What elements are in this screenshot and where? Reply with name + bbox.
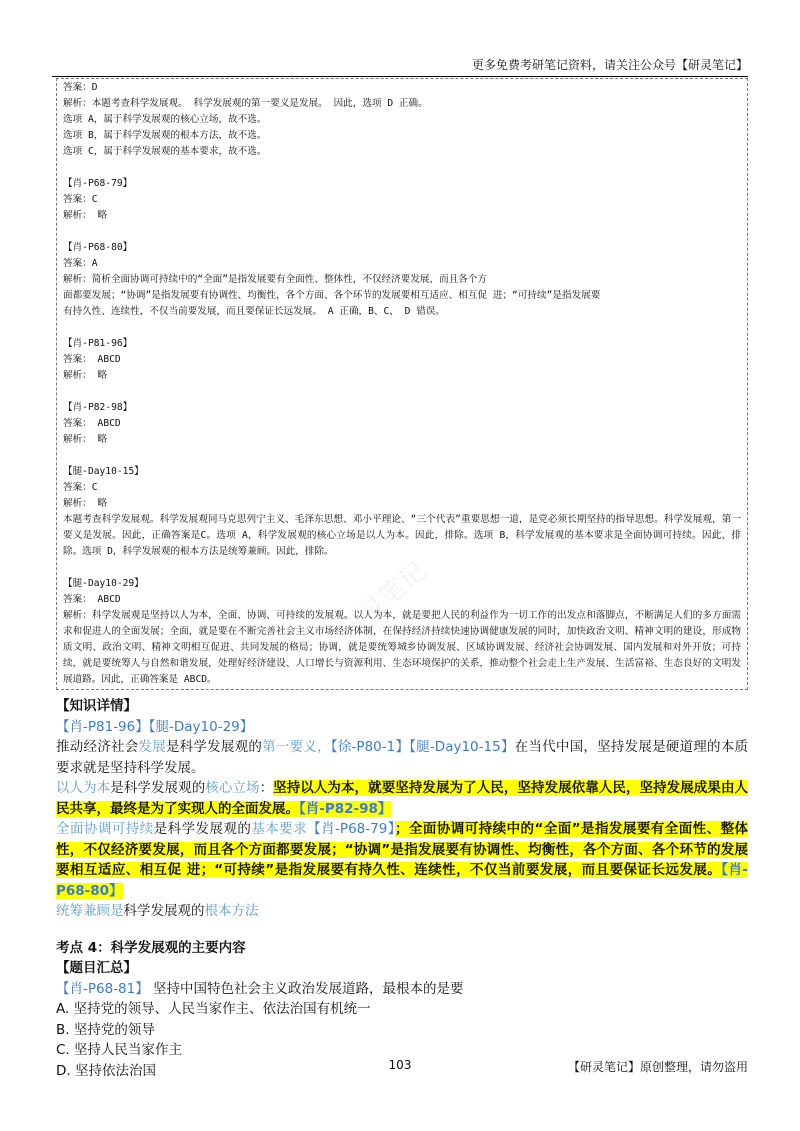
keyword: 是	[110, 903, 124, 919]
knowledge-para-requirement	[56, 819, 748, 901]
question-id: 【肖-P82-98】	[63, 402, 133, 413]
analysis-line: 解析： 略	[63, 498, 108, 509]
option-a: A. 坚持党的领导、人民当家作主、依法治国有机统一	[56, 1001, 371, 1017]
question-id: 【肖-P68-79】	[63, 178, 133, 189]
question-id: 【腿-Day10-15】	[63, 466, 144, 477]
analysis-line: 面都要发展；“协调”是指发展要有协调性、均衡性，各个方面、各个环节的发展要相互适应、相互促 进；“可持续”是指发展要	[63, 290, 601, 301]
option-b: B. 坚持党的领导	[56, 1021, 155, 1038]
header-text: 更多免费考研笔记资料，请关注公众号【研灵笔记】	[471, 58, 748, 72]
section-title: 考点 4：科学发展观的主要内容	[56, 939, 246, 956]
answer-line: 答案： ABCD	[63, 354, 121, 365]
ref: 【肖-P68-80】	[56, 862, 748, 899]
analysis-line: 解析： 略	[63, 370, 108, 381]
text: 是科学发展观的	[110, 780, 206, 796]
option-note: 选项 C，属于科学发展观的基本要求，故不选。	[63, 146, 267, 157]
analysis-line: 解析：简析全面协调可持续中的“全面”是指发展要有全面性、整体性，不仅经济要发展，而且各个方	[63, 274, 488, 285]
answer-line: 答案： ABCD	[63, 418, 121, 429]
knowledge-para-development	[56, 737, 748, 778]
question-text: 坚持中国特色社会主义政治发展道路，最根本的是要	[148, 980, 464, 997]
watermark: 研灵笔记	[333, 556, 433, 647]
knowledge-heading: 【知识详情】	[56, 698, 137, 714]
keyword: 核心立场	[205, 780, 260, 796]
page-number: 103	[388, 1058, 412, 1072]
knowledge-para-method	[56, 901, 748, 922]
knowledge-para-people	[56, 778, 748, 819]
analysis-line: 解析： 略	[63, 434, 108, 445]
keyword: 全面协调可持续	[56, 821, 154, 837]
knowledge-refs: 【肖-P81-96】【腿-Day10-29】	[56, 718, 254, 735]
ref: 【肖-P68-79】	[307, 821, 395, 837]
text: 推动经济社会	[56, 739, 139, 755]
question-id: 【腿-Day10-29】	[63, 578, 144, 589]
page-header	[52, 54, 748, 77]
keyword: 基本要求	[251, 821, 308, 837]
option-note: 选项 B，属于科学发展观的根本方法，故不选。	[63, 130, 267, 141]
answer-line: 答案：C	[63, 482, 98, 493]
keyword: 第一要义，	[262, 739, 331, 755]
keyword: 以人为本	[56, 780, 111, 796]
answer-line: 答案：C	[63, 194, 98, 205]
option-d: D. 坚持依法治国	[56, 1062, 156, 1079]
keyword: 发展	[138, 739, 166, 755]
answer-line: 答案：D	[63, 82, 98, 93]
ref: 【肖-P68-81】	[56, 980, 149, 997]
answer-box	[56, 78, 748, 690]
text: 是科学发展观的	[165, 739, 263, 755]
keyword: 根本方法	[204, 903, 259, 919]
keyword: 统筹兼顾	[56, 903, 110, 919]
analysis-line: 解析： 略	[63, 210, 108, 221]
section-subtitle: 【题目汇总】	[56, 960, 137, 976]
text: 是科学发展观的	[153, 821, 252, 837]
question-id: 【肖-P68-80】	[63, 242, 133, 253]
text: 在当代中国，坚持发展是硬道理的本质要求就是坚持科学发展。	[56, 739, 749, 776]
text: ：	[259, 780, 274, 796]
answer-line: 答案：A	[63, 258, 98, 269]
text: 科学发展观的	[123, 903, 205, 919]
option-note: 选项 A，属于科学发展观的核心立场，故不选。	[63, 114, 267, 125]
highlight: 坚持以人为本，就要坚持发展为了人民，坚持发展依靠人民，坚持发展成果由人民共享，最终是为了实现人的全面发展。	[56, 780, 749, 817]
analysis-paragraph: 本题考查科学发展观。科学发展观同马克思列宁主义、毛泽东思想、邓小平理论、“三个代表”重要思想一道，是党必须长期坚持的指导思想。科学发展观，第一要义是发展。因此，正确答案是C。选项 A，科学发展观的核心立场是以人为本。因此，排除。选项 B，科学发展观的基本要求是全面协调可持续。因此，排除。选项 D，科学发展观的根本方法是统筹兼顾。因此，排除。	[63, 514, 741, 557]
question-id: 【肖-P81-96】	[63, 338, 133, 349]
analysis-line: 有持久性、连续性，不仅当前要发展，而且要保证长远发展。 A 正确，B、C、 D 错误。	[63, 306, 445, 317]
ref: 【肖-P82-98】	[299, 800, 392, 817]
option-c: C. 坚持人民当家作主	[56, 1042, 183, 1058]
knowledge-section	[56, 696, 748, 1081]
question-line	[56, 979, 748, 1000]
text: ；	[394, 821, 409, 837]
analysis-paragraph: 解析：科学发展观是坚持以人为本，全面、协调、可持续的发展观。以人为本，就是要把人民的利益作为一切工作的出发点和落脚点，不断满足人们的多方面需求和促进人的全面发展；全面，就是要在不断完善社会主义市场经济体制，在保持经济持续快速协调健康发展的同时，加快政治文明、精神文明的建设，形成物质文明、政治文明、精神文明相互促进、共同发展的格局；协调，就是要统筹城乡协调发展、区域协调发展、经济社会协调发展、国内发展和对外开放；可持续，就是要统筹人与自然和谐发展，处理好经济建设、人口增长与资源利用、生态环境保护的关系，推动整个社会走上生产发展、生活富裕、生态良好的文明发展道路。因此，正确答案是 ABCD。	[63, 610, 741, 685]
answer-line: 答案： ABCD	[63, 594, 121, 605]
footer-note: 【研灵笔记】原创整理，请勿盗用	[567, 1060, 748, 1074]
ref: 【徐-P80-1】【腿-Day10-15】	[330, 739, 515, 755]
highlight: 全面协调可持续中的“全面”是指发展要有全面性、整体性，不仅经济要发展，而且各个方面都要发展；“协调”是指发展要有协调性、均衡性，各个方面、各个环节的发展要相互适应、相互促 进；“可持续”是指发展要有持久性、连续性，不仅当前要发展，而且要保证长远发展。	[56, 821, 749, 878]
analysis-line: 解析：本题考查科学发展观。 科学发展观的第一要义是发展。 因此，选项 D 正确。	[63, 98, 428, 109]
